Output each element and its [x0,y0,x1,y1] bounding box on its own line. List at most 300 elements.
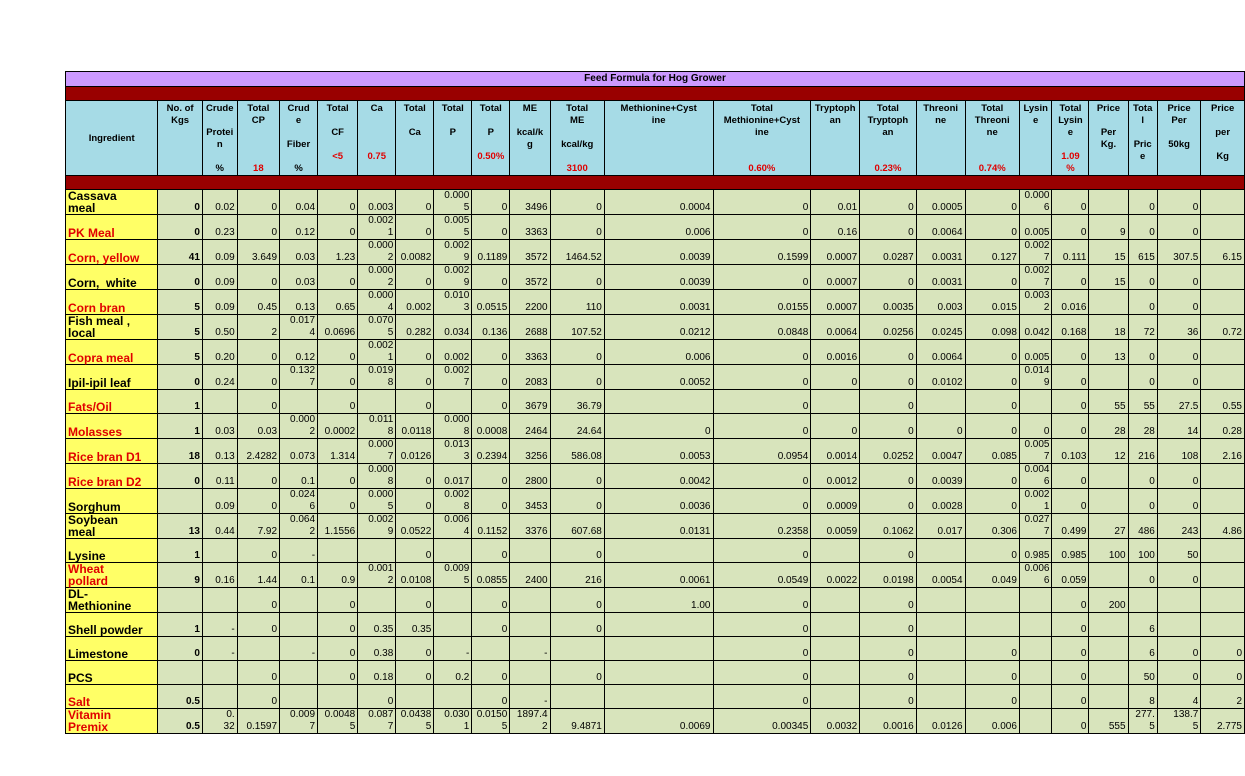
value-cell[interactable]: 0.0005 [916,190,965,215]
value-cell[interactable]: 15 [1089,265,1128,290]
value-cell[interactable]: 0 [318,390,358,414]
value-cell[interactable]: 0.011 8 [358,414,396,439]
ingredient-name[interactable]: PK Meal [66,215,158,240]
value-cell[interactable]: 0 [396,661,434,685]
value-cell[interactable]: 0.35 [358,613,396,637]
value-cell[interactable]: 0.0007 [811,265,860,290]
value-cell[interactable]: 0.0007 [811,290,860,315]
value-cell[interactable]: 0 [860,588,917,613]
value-cell[interactable]: 0.0007 [811,240,860,265]
value-cell[interactable]: 0 [318,265,358,290]
value-cell[interactable]: 0.034 [434,315,472,340]
value-cell[interactable]: 6 [1128,613,1157,637]
value-cell[interactable]: 0.168 [1052,315,1089,340]
value-cell[interactable]: 0.005 [1019,340,1052,365]
value-cell[interactable]: - [510,637,550,661]
value-cell[interactable]: 3496 [510,190,550,215]
value-cell[interactable] [434,685,472,709]
value-cell[interactable]: 2400 [510,563,550,588]
value-cell[interactable]: 0.006 [965,709,1019,734]
value-cell[interactable] [811,613,860,637]
value-cell[interactable]: 55 [1089,390,1128,414]
value-cell[interactable]: 0 [318,613,358,637]
value-cell[interactable]: 0 [1052,365,1089,390]
value-cell[interactable]: 0.006 [604,215,713,240]
value-cell[interactable]: 0 [1157,637,1200,661]
value-cell[interactable]: 0.0549 [713,563,811,588]
value-cell[interactable]: 0.0014 [811,439,860,464]
value-cell[interactable]: 3679 [510,390,550,414]
value-cell[interactable]: 0 [550,365,604,390]
value-cell[interactable]: 586.08 [550,439,604,464]
value-cell[interactable]: 0 [237,340,279,365]
value-cell[interactable]: 0.2358 [713,514,811,539]
value-cell[interactable]: 0 [318,365,358,390]
value-cell[interactable]: 0.0118 [396,414,434,439]
value-cell[interactable]: 0.0061 [604,563,713,588]
value-cell[interactable]: 0.002 9 [434,265,472,290]
kgs-cell[interactable] [158,588,203,613]
value-cell[interactable]: 0 [318,464,358,489]
value-cell[interactable]: 0 [318,637,358,661]
value-cell[interactable] [434,539,472,563]
value-cell[interactable] [1089,613,1128,637]
value-cell[interactable]: 0 [396,464,434,489]
value-cell[interactable]: 9.4871 [550,709,604,734]
value-cell[interactable]: 0.1152 [472,514,510,539]
value-cell[interactable]: 0.005 7 [1019,439,1052,464]
value-cell[interactable]: 0 [811,365,860,390]
value-cell[interactable] [1089,661,1128,685]
value-cell[interactable] [604,390,713,414]
value-cell[interactable] [1089,464,1128,489]
value-cell[interactable]: 0.002 9 [358,514,396,539]
value-cell[interactable]: 0.44 [202,514,237,539]
value-cell[interactable]: 0.013 3 [434,439,472,464]
ingredient-name[interactable]: PCS [66,661,158,685]
value-cell[interactable]: 0 [713,685,811,709]
value-cell[interactable]: 2083 [510,365,550,390]
value-cell[interactable]: 0.0032 [811,709,860,734]
value-cell[interactable]: 72 [1128,315,1157,340]
value-cell[interactable]: 0.0031 [916,265,965,290]
kgs-cell[interactable]: 0 [158,265,203,290]
value-cell[interactable]: 0.1597 [237,709,279,734]
value-cell[interactable]: 0.049 [965,563,1019,588]
kgs-cell[interactable]: 0.5 [158,685,203,709]
value-cell[interactable]: 0 [1157,661,1200,685]
value-cell[interactable]: 0 [965,464,1019,489]
value-cell[interactable]: 0 [472,190,510,215]
value-cell[interactable] [510,588,550,613]
value-cell[interactable]: 0 [396,340,434,365]
value-cell[interactable]: 2 [237,315,279,340]
value-cell[interactable]: 0.13 [202,439,237,464]
value-cell[interactable]: 24.64 [550,414,604,439]
value-cell[interactable]: 0.015 [965,290,1019,315]
value-cell[interactable]: - [202,613,237,637]
value-cell[interactable]: 0 [965,365,1019,390]
ingredient-name[interactable]: Cassava meal [66,190,158,215]
value-cell[interactable]: 0 [1128,464,1157,489]
ingredient-name[interactable]: Sorghum [66,489,158,514]
value-cell[interactable]: 0 [237,265,279,290]
value-cell[interactable]: 0.65 [318,290,358,315]
value-cell[interactable]: 0 [1052,637,1089,661]
value-cell[interactable]: 0.0155 [713,290,811,315]
value-cell[interactable]: 0 [860,464,917,489]
value-cell[interactable]: 0 [1128,215,1157,240]
value-cell[interactable]: 0.098 [965,315,1019,340]
value-cell[interactable]: 0.0028 [916,489,965,514]
value-cell[interactable]: 0 [1157,563,1200,588]
value-cell[interactable]: 1464.52 [550,240,604,265]
value-cell[interactable] [1019,613,1052,637]
value-cell[interactable]: 0.09 [202,240,237,265]
value-cell[interactable]: 0.2 [434,661,472,685]
value-cell[interactable] [510,613,550,637]
ingredient-name[interactable]: Rice bran D2 [66,464,158,489]
value-cell[interactable]: 0.0047 [916,439,965,464]
value-cell[interactable]: 0.0082 [396,240,434,265]
value-cell[interactable]: 0.017 4 [280,315,318,340]
value-cell[interactable] [1089,637,1128,661]
value-cell[interactable] [916,661,965,685]
value-cell[interactable]: 0.002 7 [1019,265,1052,290]
value-cell[interactable]: 0.000 8 [358,464,396,489]
value-cell[interactable]: 555 [1089,709,1128,734]
value-cell[interactable]: 0.03 [280,240,318,265]
value-cell[interactable]: 2800 [510,464,550,489]
value-cell[interactable]: 0 [965,661,1019,685]
value-cell[interactable]: 0 [237,365,279,390]
kgs-cell[interactable]: 5 [158,340,203,365]
value-cell[interactable]: 0 [237,190,279,215]
value-cell[interactable]: 0.017 [434,464,472,489]
value-cell[interactable] [604,613,713,637]
value-cell[interactable]: 0 [550,661,604,685]
value-cell[interactable]: 0.23 [202,215,237,240]
value-cell[interactable]: 0.0052 [604,365,713,390]
value-cell[interactable]: 0.000 5 [358,489,396,514]
value-cell[interactable]: - [202,637,237,661]
value-cell[interactable] [811,685,860,709]
value-cell[interactable]: 0 [1052,588,1089,613]
value-cell[interactable]: 0.004 6 [1019,464,1052,489]
value-cell[interactable]: 0.12 [280,215,318,240]
value-cell[interactable]: 0 [965,685,1019,709]
value-cell[interactable] [434,613,472,637]
value-cell[interactable]: 0.03 [280,265,318,290]
value-cell[interactable]: 0 [1019,414,1052,439]
value-cell[interactable]: 0 [713,661,811,685]
value-cell[interactable]: 0.55 [1201,390,1245,414]
value-cell[interactable]: 0 [550,613,604,637]
value-cell[interactable]: 0.000 2 [358,240,396,265]
value-cell[interactable]: 0 [860,661,917,685]
value-cell[interactable]: 0 [713,489,811,514]
value-cell[interactable]: 0.0848 [713,315,811,340]
value-cell[interactable] [916,588,965,613]
value-cell[interactable]: 0 [1201,661,1245,685]
value-cell[interactable] [916,539,965,563]
value-cell[interactable] [202,661,237,685]
value-cell[interactable]: 0.0054 [916,563,965,588]
value-cell[interactable]: 0 [860,265,917,290]
value-cell[interactable]: 0 [237,613,279,637]
value-cell[interactable]: 55 [1128,390,1157,414]
value-cell[interactable]: 0.009 5 [434,563,472,588]
value-cell[interactable]: 0.72 [1201,315,1245,340]
ingredient-name[interactable]: Ipil-ipil leaf [66,365,158,390]
value-cell[interactable]: 0.002 8 [434,489,472,514]
value-cell[interactable]: 107.52 [550,315,604,340]
value-cell[interactable]: 0.0515 [472,290,510,315]
value-cell[interactable]: 0.04 [280,190,318,215]
kgs-cell[interactable]: 0 [158,365,203,390]
value-cell[interactable]: 0.1 [280,563,318,588]
value-cell[interactable]: 0.0212 [604,315,713,340]
value-cell[interactable]: 0.024 6 [280,489,318,514]
value-cell[interactable]: 0 [1128,290,1157,315]
value-cell[interactable] [237,637,279,661]
ingredient-name[interactable]: Lysine [66,539,158,563]
value-cell[interactable]: 0 [916,414,965,439]
value-cell[interactable] [1089,563,1128,588]
value-cell[interactable] [318,685,358,709]
kgs-cell[interactable]: 5 [158,290,203,315]
value-cell[interactable]: 0 [396,637,434,661]
value-cell[interactable]: 0.0035 [860,290,917,315]
kgs-cell[interactable]: 5 [158,315,203,340]
value-cell[interactable] [916,637,965,661]
value-cell[interactable]: 0.0031 [916,240,965,265]
value-cell[interactable]: 0.006 [604,340,713,365]
value-cell[interactable]: 0.0039 [916,464,965,489]
value-cell[interactable]: 0.127 [965,240,1019,265]
value-cell[interactable]: 12 [1089,439,1128,464]
value-cell[interactable]: 0 [237,539,279,563]
value-cell[interactable]: 0.006 6 [1019,563,1052,588]
value-cell[interactable] [811,539,860,563]
value-cell[interactable] [916,685,965,709]
value-cell[interactable]: 3376 [510,514,550,539]
value-cell[interactable]: 2 [1201,685,1245,709]
value-cell[interactable]: 4.86 [1201,514,1245,539]
value-cell[interactable]: 0. 32 [202,709,237,734]
value-cell[interactable] [916,613,965,637]
value-cell[interactable]: 0 [1052,190,1089,215]
value-cell[interactable]: 0.016 [1052,290,1089,315]
value-cell[interactable]: 0 [550,489,604,514]
value-cell[interactable]: 0 [1157,290,1200,315]
value-cell[interactable]: 2688 [510,315,550,340]
value-cell[interactable]: 0.0031 [604,290,713,315]
value-cell[interactable]: 0 [1052,709,1089,734]
value-cell[interactable]: 0 [472,489,510,514]
value-cell[interactable]: 0.0855 [472,563,510,588]
kgs-cell[interactable]: 1 [158,414,203,439]
value-cell[interactable] [811,588,860,613]
value-cell[interactable] [1201,539,1245,563]
value-cell[interactable]: 0.35 [396,613,434,637]
value-cell[interactable]: 0 [1052,685,1089,709]
value-cell[interactable]: 0 [1157,340,1200,365]
value-cell[interactable]: 1897.4 2 [510,709,550,734]
value-cell[interactable]: 0 [472,588,510,613]
value-cell[interactable] [434,390,472,414]
value-cell[interactable]: 36 [1157,315,1200,340]
value-cell[interactable]: 0.019 8 [358,365,396,390]
value-cell[interactable]: 0.0064 [811,315,860,340]
value-cell[interactable]: 0.38 [358,637,396,661]
value-cell[interactable]: 0.0102 [916,365,965,390]
value-cell[interactable]: 0 [550,190,604,215]
value-cell[interactable]: 0 [965,190,1019,215]
value-cell[interactable] [202,588,237,613]
value-cell[interactable]: 0.0002 [318,414,358,439]
value-cell[interactable]: 0 [860,340,917,365]
value-cell[interactable]: 0 [550,588,604,613]
value-cell[interactable]: - [280,539,318,563]
value-cell[interactable] [1019,685,1052,709]
ingredient-name[interactable]: Shell powder [66,613,158,637]
ingredient-name[interactable]: Wheat pollard [66,563,158,588]
value-cell[interactable] [1201,215,1245,240]
value-cell[interactable] [604,685,713,709]
value-cell[interactable]: 0 [1052,390,1089,414]
value-cell[interactable]: 0 [965,637,1019,661]
value-cell[interactable]: 0.1062 [860,514,917,539]
value-cell[interactable]: 6.15 [1201,240,1245,265]
value-cell[interactable]: 0.282 [396,315,434,340]
value-cell[interactable]: 0.0039 [604,265,713,290]
value-cell[interactable]: 0 [860,414,917,439]
value-cell[interactable]: 0 [1157,190,1200,215]
value-cell[interactable]: 0.0016 [811,340,860,365]
ingredient-name[interactable]: Fats/Oil [66,390,158,414]
kgs-cell[interactable]: 0 [158,190,203,215]
value-cell[interactable]: 1.1556 [318,514,358,539]
value-cell[interactable]: 0.085 [965,439,1019,464]
value-cell[interactable]: 0.000 8 [434,414,472,439]
value-cell[interactable] [1019,390,1052,414]
value-cell[interactable]: 0 [472,613,510,637]
value-cell[interactable]: 2.16 [1201,439,1245,464]
value-cell[interactable]: 0.059 [1052,563,1089,588]
value-cell[interactable]: 18 [1089,315,1128,340]
value-cell[interactable]: 0 [1157,365,1200,390]
value-cell[interactable]: 0.306 [965,514,1019,539]
kgs-cell[interactable]: 41 [158,240,203,265]
value-cell[interactable]: 0 [1128,340,1157,365]
value-cell[interactable]: 1.44 [237,563,279,588]
value-cell[interactable]: 0.13 [280,290,318,315]
ingredient-name[interactable]: Salt [66,685,158,709]
value-cell[interactable]: 0 [1052,340,1089,365]
value-cell[interactable] [280,588,318,613]
value-cell[interactable]: 0.09 [202,265,237,290]
value-cell[interactable]: 0 [860,365,917,390]
value-cell[interactable]: 0.0198 [860,563,917,588]
value-cell[interactable] [280,613,318,637]
value-cell[interactable]: 0.0069 [604,709,713,734]
value-cell[interactable] [318,539,358,563]
value-cell[interactable]: 0 [860,685,917,709]
kgs-cell[interactable]: 0 [158,637,203,661]
value-cell[interactable]: 0.087 7 [358,709,396,734]
value-cell[interactable]: 0 [550,265,604,290]
value-cell[interactable]: 0.985 [1019,539,1052,563]
value-cell[interactable]: 0 [860,390,917,414]
value-cell[interactable] [1201,340,1245,365]
value-cell[interactable]: 100 [1128,539,1157,563]
value-cell[interactable] [510,661,550,685]
value-cell[interactable]: 0 [472,661,510,685]
value-cell[interactable]: 0 [860,215,917,240]
value-cell[interactable]: 0.0252 [860,439,917,464]
value-cell[interactable] [1201,613,1245,637]
value-cell[interactable]: 0 [396,215,434,240]
value-cell[interactable]: 0 [237,215,279,240]
value-cell[interactable]: 0 [318,215,358,240]
value-cell[interactable]: 0.0108 [396,563,434,588]
value-cell[interactable] [280,390,318,414]
value-cell[interactable]: 0.0053 [604,439,713,464]
value-cell[interactable]: 0 [472,340,510,365]
value-cell[interactable]: 0.03 [202,414,237,439]
kgs-cell[interactable]: 0.5 [158,709,203,734]
value-cell[interactable]: 0.002 [434,340,472,365]
value-cell[interactable]: 0.24 [202,365,237,390]
value-cell[interactable]: 243 [1157,514,1200,539]
value-cell[interactable]: 0 [713,539,811,563]
value-cell[interactable]: 0 [713,365,811,390]
value-cell[interactable]: 0.0131 [604,514,713,539]
value-cell[interactable]: 0.132 7 [280,365,318,390]
value-cell[interactable]: 7.92 [237,514,279,539]
value-cell[interactable]: 0 [237,489,279,514]
value-cell[interactable]: 0.0287 [860,240,917,265]
value-cell[interactable]: 27.5 [1157,390,1200,414]
value-cell[interactable]: 0.0522 [396,514,434,539]
ingredient-name[interactable]: Copra meal [66,340,158,365]
value-cell[interactable]: 0.1189 [472,240,510,265]
value-cell[interactable]: - [510,685,550,709]
value-cell[interactable]: 0.1 [280,464,318,489]
value-cell[interactable]: 0.0126 [916,709,965,734]
value-cell[interactable]: 0 [318,588,358,613]
value-cell[interactable]: 0.000 6 [1019,190,1052,215]
value-cell[interactable]: 0.16 [202,563,237,588]
value-cell[interactable]: 0 [237,464,279,489]
value-cell[interactable]: 9 [1089,215,1128,240]
value-cell[interactable] [434,588,472,613]
value-cell[interactable]: 0 [965,390,1019,414]
value-cell[interactable]: 0 [1128,563,1157,588]
value-cell[interactable]: 0.001 2 [358,563,396,588]
value-cell[interactable]: 0.002 [396,290,434,315]
kgs-cell[interactable]: 9 [158,563,203,588]
value-cell[interactable] [1128,588,1157,613]
value-cell[interactable]: 0.005 [1019,215,1052,240]
value-cell[interactable]: 0.45 [237,290,279,315]
value-cell[interactable]: 0 [472,365,510,390]
value-cell[interactable]: 6 [1128,637,1157,661]
value-cell[interactable]: 0.0059 [811,514,860,539]
value-cell[interactable]: 277. 5 [1128,709,1157,734]
value-cell[interactable] [358,390,396,414]
